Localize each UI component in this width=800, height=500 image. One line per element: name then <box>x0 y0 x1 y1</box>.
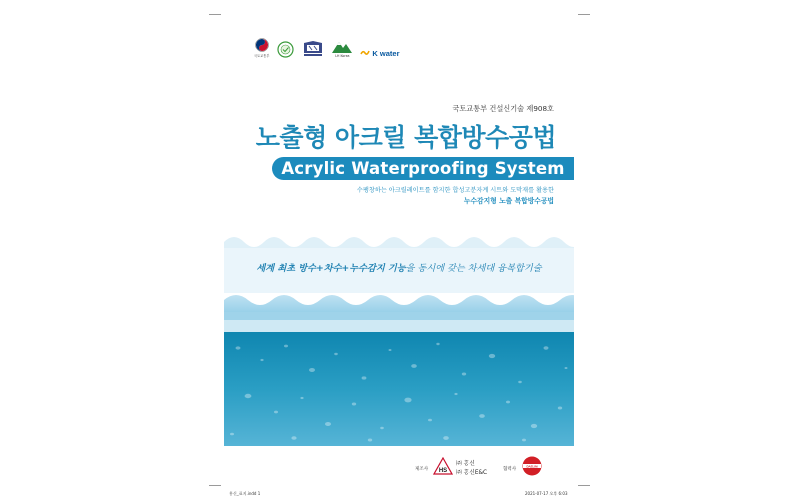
daelim-logo-text: DAELIM <box>526 464 538 469</box>
mountains-agency-icon <box>332 40 352 58</box>
crop-mark <box>209 14 221 15</box>
daelim-logo-icon <box>522 456 542 476</box>
company-name-2: ㈜ 홍신E&C <box>456 470 488 476</box>
print-slug-left: 홍신_표지.indd 1 <box>229 491 261 496</box>
tagline-rest: 을 동시에 갖는 차세대 융복합기술 <box>405 263 542 274</box>
page-title: 노출형 아크릴 복합방수공법 <box>255 123 556 152</box>
certification-seal-icon <box>277 41 294 58</box>
korean-architecture-emblem-icon <box>302 40 324 58</box>
crop-mark <box>209 485 221 486</box>
logo-caption: 국토교통부 <box>254 54 270 58</box>
description-line-2: 누수감지형 노출 복합방수공법 <box>463 197 554 205</box>
brochure-cover <box>224 0 574 500</box>
crop-mark <box>578 14 590 15</box>
cooperator-label: 협력사 <box>503 467 517 472</box>
english-title-banner <box>272 157 574 180</box>
hs-logo-icon <box>433 457 453 475</box>
logo-caption: LH Korea <box>335 54 350 58</box>
footer <box>224 452 574 482</box>
tagline-bold: 세계 최초 방수+차수+누수감지 기능 <box>256 263 406 274</box>
kwater-brand-text: K water <box>372 48 400 58</box>
k-water-wave-icon <box>360 48 399 58</box>
tagline <box>224 260 574 274</box>
english-title: Acrylic Waterproofing System <box>281 159 565 178</box>
company-name-1: ㈜ 홍신 <box>456 461 475 467</box>
print-slug-right: 2021-07-17 오후 6:03 <box>525 491 568 496</box>
korea-taegeuk-emblem-icon <box>254 38 269 58</box>
partner-logos <box>254 34 400 58</box>
crop-mark <box>578 485 590 486</box>
hs-logo-text: HS <box>438 468 448 474</box>
certification-number: 국토교통부 건설신기술 제908호 <box>452 104 554 113</box>
manufacturer-label: 제조사 <box>415 467 429 472</box>
description-line-1: 수팽창하는 아크릴레이트를 함지한 합성고분자계 시트와 도막재를 활용한 <box>356 187 554 194</box>
